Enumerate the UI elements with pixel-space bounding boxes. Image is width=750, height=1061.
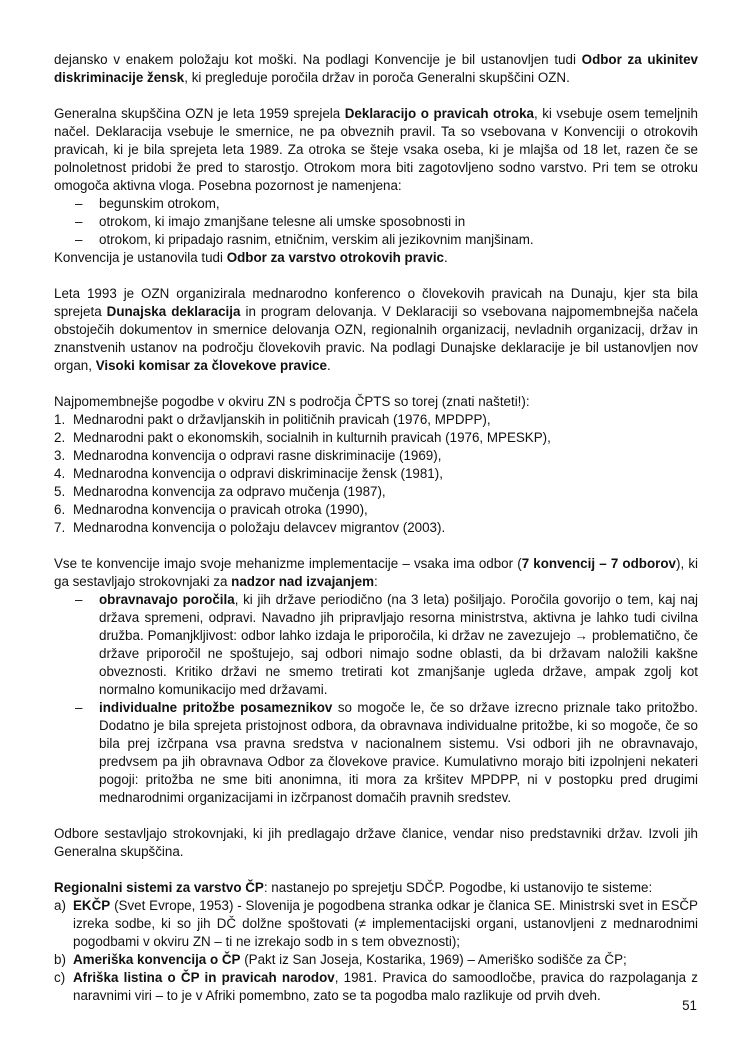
dash-bullet: – <box>75 214 83 229</box>
list-item: b) Ameriška konvencija o ČP (Pakt iz San Joseja, Kostarika, 1969) – Ameriško sodišče za ČP; <box>54 952 627 967</box>
paragraph-implementation: Vse te konvencije imajo svoje mehanizme implementacije – vsaka ima odbor (7 konvencij – 7 odborov), ki ga sestavljajo strokovnjaki za nadzor nad izvajanjem: <box>54 556 698 589</box>
spacer <box>54 375 698 393</box>
list-item: 5. Mednarodna konvencija za odpravo mučenja (1987), <box>54 484 386 499</box>
term-declaration-child-rights: Deklaracijo o pravicah otroka <box>344 106 534 121</box>
list-item: a) EKČP (Svet Evrope, 1953) - Slovenija je pogodbena stranka odkar je članica SE. Ministrski svet in ESČP izreka sodbe, ki so jih DČ dolžne spoštovati (≠ implementacijski organi, ustanovljeni z mednarodnimi pogodbami v okviru ZN – ti ne izrekajo sodb in s tem obveznosti); <box>54 898 698 949</box>
list-item: 3. Mednarodna konvencija o odpravi rasne diskriminacije (1969), <box>54 448 442 463</box>
list-item: c) Afriška listina o ČP in pravicah narodov, 1981. Pravica do samoodločbe, pravica do razpolaganja z naravnimi viri – to je v Afriki pomembno, zato se ta pogodba malo razlikuje od prvih dveh. <box>54 970 698 1003</box>
paragraph-committee-members: Odbore sestavljajo strokovnjaki, ki jih predlagajo države članice, vendar niso predstavniki držav. Izvoli jih Generalna skupščina. <box>54 826 698 859</box>
paragraph-treaties-intro: Najpomembnejše pogodbe v okviru ZN s področja ČPTS so torej (znati našteti!): <box>54 394 530 409</box>
term-vienna-declaration: Dunajska deklaracija <box>106 304 241 319</box>
term-seven-committees: 7 konvencij – 7 odborov <box>521 556 676 571</box>
list-item: – individualne pritožbe posameznikov so mogoče le, če so države izrecno priznale tako pritožbo. Dodatno je bila sprejeta pristojnost odbora, da obravnava individualne pritožbe, ki so mogoče, če so bila prej izčrpana vsa pravna sredstva v nacionalnem sistemu. Vsi odbori jih ne obravnavajo, predvsem pa jih obravnava Odbor za človekove pravice. Kumulativno morajo biti izpolnjeni nekateri pogoji: pritožba ne sme biti anonimna, iti mora za kršitev MPDPP, ni v postopku pred drugimi mednarodnimi organizacijami in izčrpanost domačih pravnih sredstev. <box>75 700 698 805</box>
list-item: – otrokom, ki imajo zmanjšane telesne ali umske sposobnosti in <box>75 214 466 229</box>
dash-bullet: – <box>75 196 83 211</box>
paragraph-regional-systems: Regionalni sistemi za varstvo ČP: nastanejo po sprejetju SDČP. Pogodbe, ki ustanovijo te sisteme: <box>54 880 653 895</box>
list-item: 1. Mednarodni pakt o državljanskih in političnih pravicah (1976, MPDPP), <box>54 412 491 427</box>
spacer <box>54 87 698 105</box>
document-page <box>54 51 698 1005</box>
spacer <box>54 807 698 825</box>
list-item: 4. Mednarodna konvencija o odpravi diskriminacije žensk (1981), <box>54 466 443 481</box>
list-item: – obravnavajo poročila, ki jih države periodično (na 3 leta) pošiljajo. Poročila govorijo o tem, kaj naj država spremeni, odpravi. Navadno jih pripravljajo resorna ministrstva, aktivna je lahko tudi civilna družba. Pomanjkljivost: odbor lahko izdaja le priporočila, ki držav ne zavezujejo → problematično, če države priporočil ne spoštujejo, saj odbori nimajo sodne oblasti, da bi državam naložili kakšne obveznosti. Kritiko državi ne smemo tretirati kot zmanjšanje ugleda države, ampak zgolj kot normalno komunikacijo med državami. <box>75 592 698 697</box>
paragraph-child-committee: Konvencija je ustanovila tudi Odbor za varstvo otrokovih pravic. <box>54 250 448 265</box>
dash-bullet: – <box>75 232 83 247</box>
page-number: 51 <box>682 998 697 1013</box>
dash-bullet: – <box>75 592 83 607</box>
list-item: – begunskim otrokom, <box>75 196 220 211</box>
treaties-list <box>54 411 698 537</box>
dash-bullet: – <box>75 700 83 715</box>
spacer <box>54 267 698 285</box>
list-item: 7. Mednarodna konvencija o položaju delavcev migrantov (2003). <box>54 520 446 535</box>
paragraph-child-rights: Generalna skupščina OZN je leta 1959 sprejela Deklaracijo o pravicah otroka, ki vsebuje osem temeljnih načel. Deklaracija vsebuje le smernice, ne pa obveznih pravil. Ta so vsebovana v Konvenciji o otrokovih pravicah, ki je bila sprejeta leta 1989. Za otroka se šteje vsaka oseba, ki je mlajša od 18 let, razen če se polnoletnost pridobi že pred to starostjo. Otrokom mora biti zagotovljeno sodno varstvo. Pri tem se otroku omogoča aktivna vloga. Posebna pozornost je namenjena: <box>54 106 698 193</box>
term-oversight: nadzor nad izvajanjem <box>231 574 375 589</box>
paragraph-women-committee: dejansko v enakem položaju kot moški. Na podlagi Konvencije je bil ustanovljen tudi Odbor za ukinitev diskriminacije žensk, ki pregleduje poročila držav in poroča Generalni skupščini OZN. <box>54 52 698 85</box>
term-high-commissioner: Visoki komisar za človekove pravice <box>95 358 327 373</box>
spacer <box>54 537 698 555</box>
spacer <box>54 861 698 879</box>
term-committee-women: Odbor za ukinitev diskriminacije žensk <box>54 52 698 85</box>
term-regional-systems: Regionalni sistemi za varstvo ČP <box>54 880 264 895</box>
child-groups-list <box>54 195 698 249</box>
regional-systems-list <box>54 897 698 1005</box>
list-item: 6. Mednarodna konvencija o pravicah otroka (1990), <box>54 502 368 517</box>
list-item: 2. Mednarodni pakt o ekonomskih, socialnih in kulturnih pravicah (1976, MPESKP), <box>54 430 551 445</box>
term-child-committee: Odbor za varstvo otrokovih pravic <box>226 250 444 265</box>
committee-functions-list <box>54 591 698 807</box>
list-item: – otrokom, ki pripadajo rasnim, etničnim, verskim ali jezikovnim manjšinam. <box>75 232 534 247</box>
paragraph-vienna: Leta 1993 je OZN organizirala mednarodno konferenco o človekovih pravicah na Dunaju, kjer sta bila sprejeta Dunajska deklaracija in program delovanja. V Deklaraciji so vsebovana najpomembnejša načela obstoječih dokumentov in smernice delovanja OZN, regionalnih organizacij, nevladnih organizacij, držav in znanstvenih ustanov na področju človekovih pravic. Na podlagi Dunajske deklaracije je bil ustanovljen nov organ, Visoki komisar za človekove pravice. <box>54 286 698 373</box>
